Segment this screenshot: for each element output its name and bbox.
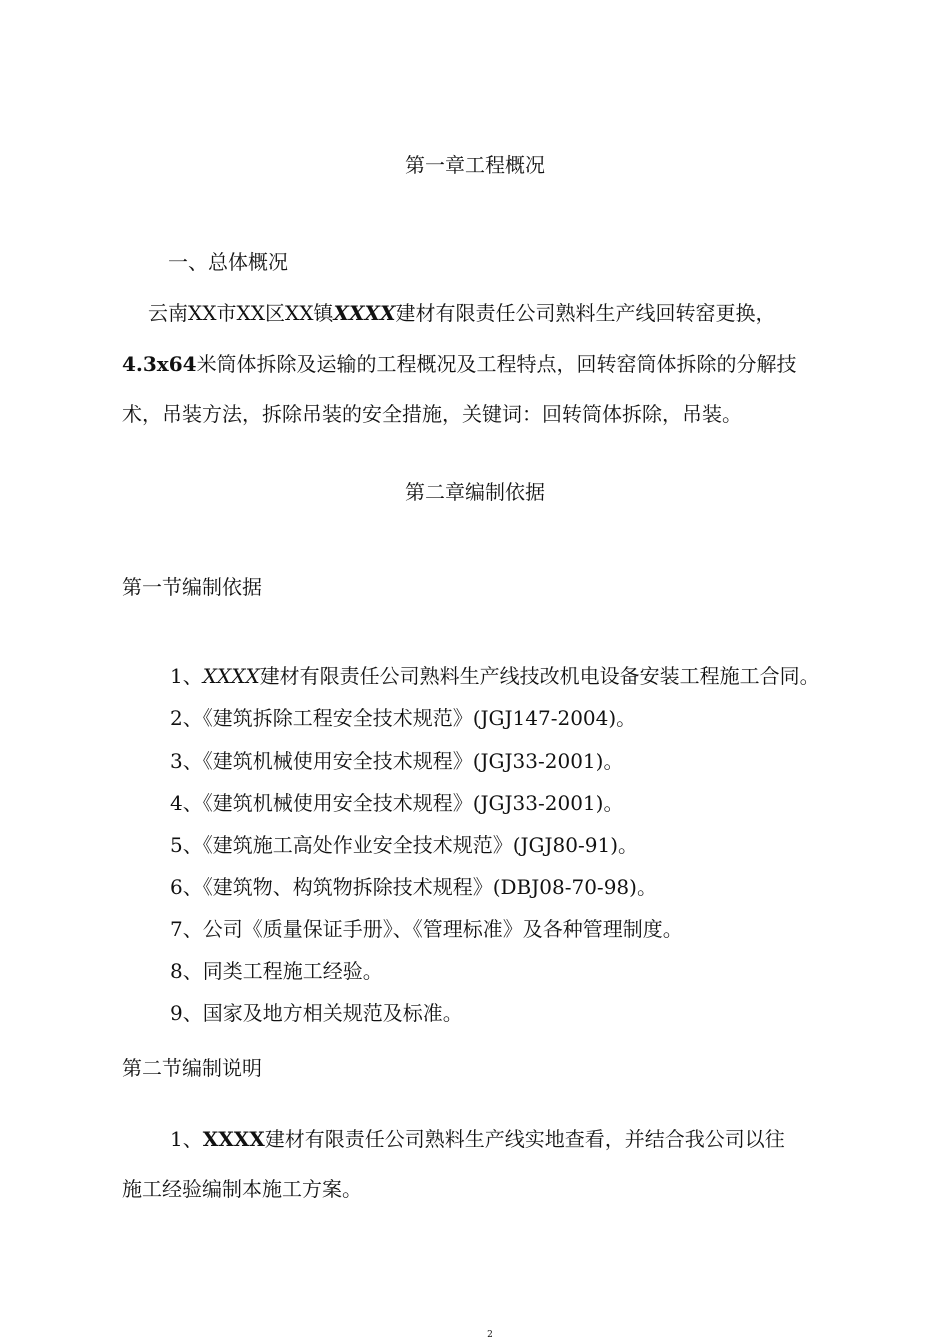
company-placeholder: XXXX xyxy=(333,301,396,325)
basis-list-item: 9、国家及地方相关规范及标准。 xyxy=(170,1001,463,1025)
chapter-1-title: 第一章工程概况 xyxy=(405,153,545,177)
basis-list-item: 8、同类工程施工经验。 xyxy=(170,959,383,983)
item-text: 建材有限责任公司熟料生产线技改机电设备安装工程施工合同。 xyxy=(259,664,820,688)
section-2-title: 第二节编制说明 xyxy=(122,1056,262,1080)
location-text: 云南XX市XX区XX镇 xyxy=(148,301,334,325)
section-1-title: 第一节编制依据 xyxy=(122,575,262,599)
overview-section-title: 一、总体概况 xyxy=(168,250,288,274)
basis-list-item: 5、《建筑施工高处作业安全技术规范》(JGJ80-91)。 xyxy=(170,833,638,857)
chapter-2-title: 第二章编制依据 xyxy=(405,480,545,504)
note-paragraph-line-2: 施工经验编制本施工方案。 xyxy=(122,1177,362,1201)
overview-paragraph-line-3: 术，吊装方法，拆除吊装的安全措施，关键词：回转筒体拆除，吊装。 xyxy=(122,402,742,426)
page-number: 2 xyxy=(487,1330,493,1340)
kiln-dimension: 4.3x64 xyxy=(122,352,197,376)
basis-list-item: 3、《建筑机械使用安全技术规程》(JGJ33-2001)。 xyxy=(170,749,624,773)
overview-paragraph-line-1 xyxy=(148,300,776,326)
note-paragraph-line-1 xyxy=(170,1126,785,1152)
item-number: 1、 xyxy=(170,1127,203,1151)
overview-paragraph-line-2 xyxy=(122,351,797,377)
note-text: 建材有限责任公司熟料生产线实地查看，并结合我公司以往 xyxy=(264,1127,785,1151)
company-placeholder: XXXX xyxy=(202,1127,265,1151)
overview-text: 米筒体拆除及运输的工程概况及工程特点，回转窑筒体拆除的分解技 xyxy=(196,352,797,376)
item-number: 1、 xyxy=(170,664,203,688)
company-placeholder: XXXX xyxy=(202,664,260,688)
basis-list-item xyxy=(170,663,820,689)
basis-list-item: 7、公司《质量保证手册》、《管理标准》及各种管理制度。 xyxy=(170,917,683,941)
overview-text: 建材有限责任公司熟料生产线回转窑更换， xyxy=(395,301,776,325)
basis-list-item: 4、《建筑机械使用安全技术规程》(JGJ33-2001)。 xyxy=(170,791,624,815)
basis-list-item: 6、《建筑物、构筑物拆除技术规程》(DBJ08-70-98)。 xyxy=(170,875,657,899)
basis-list-item: 2、《建筑拆除工程安全技术规范》(JGJ147-2004)。 xyxy=(170,706,637,730)
